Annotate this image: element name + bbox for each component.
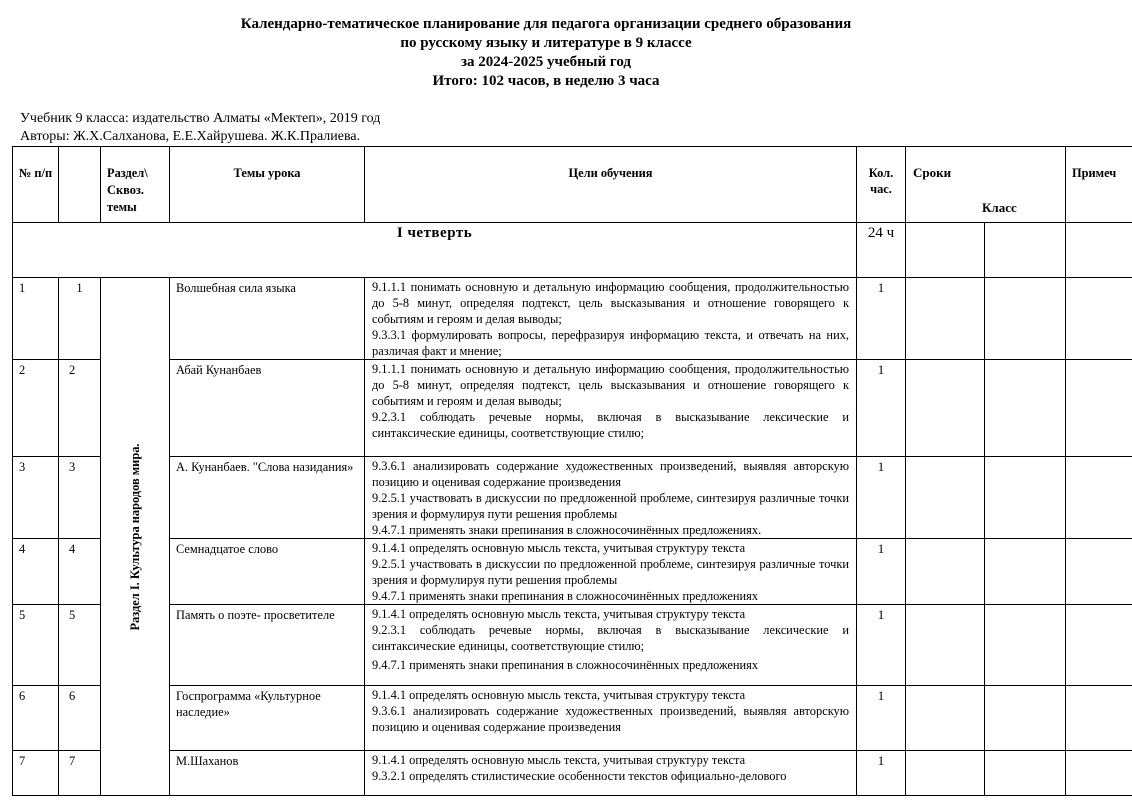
table-row	[13, 751, 1132, 796]
empty-cell	[985, 539, 1066, 605]
header-note: Примеч	[1066, 147, 1132, 223]
goal-item: 9.2.5.1 участвовать в дискуссии по предложенной проблеме, синтезируя различные точки зрения и формулируя пути решения проблемы	[372, 491, 849, 521]
table-row	[13, 539, 1132, 605]
empty-cell	[985, 223, 1066, 278]
row-number: 7	[13, 751, 59, 796]
section-name: Раздел I. Культура народов мира.	[128, 442, 142, 631]
table-row	[13, 360, 1132, 457]
header-row	[13, 147, 1132, 223]
row-topic: М.Шаханов	[170, 751, 365, 796]
goal-item: 9.3.6.1 анализировать содержание художественных произведений, выявляя авторскую позицию и оценивая содержание произведения	[372, 704, 849, 734]
table-row	[13, 605, 1132, 686]
row-topic: Память о поэте- просветителе	[170, 605, 365, 686]
goal-item: 9.4.7.1 применять знаки препинания в сложносочинённых предложениях.	[372, 523, 762, 537]
row-lesson-number: 4	[59, 539, 101, 605]
header-terms	[906, 147, 1066, 223]
empty-cell	[1066, 686, 1132, 751]
empty-cell	[985, 360, 1066, 457]
row-lesson-number: 7	[59, 751, 101, 796]
header-num: № п/п	[13, 147, 59, 223]
goal-item: 9.1.4.1 определять основную мысль текста, учитывая структуру текста	[372, 607, 746, 621]
row-topic: Семнадцатое слово	[170, 539, 365, 605]
empty-cell	[1066, 605, 1132, 686]
row-topic: Госпрограмма «Культурное наследие»	[170, 686, 365, 751]
empty-cell	[1066, 278, 1132, 360]
textbook-line: Учебник 9 класса: издательство Алматы «Мектеп», 2019 год	[20, 111, 381, 126]
empty-cell	[985, 751, 1066, 796]
row-lesson-number: 1	[59, 278, 101, 360]
quarter-row	[13, 223, 1132, 278]
empty-cell	[906, 539, 985, 605]
empty-cell	[906, 605, 985, 686]
row-hours: 1	[857, 605, 906, 686]
table-row	[13, 686, 1132, 751]
document-title	[0, 15, 1092, 91]
goal-item: 9.2.5.1 участвовать в дискуссии по предложенной проблеме, синтезируя различные точки зрения и формулируя пути решения проблемы	[372, 557, 849, 587]
empty-cell	[1066, 360, 1132, 457]
row-number: 6	[13, 686, 59, 751]
row-lesson-number: 6	[59, 686, 101, 751]
goal-item: 9.3.3.1 формулировать вопросы, перефразируя информацию текста, и отвечать на них, различая факт и мнение;	[372, 328, 849, 358]
header-goals: Цели обучения	[365, 147, 857, 223]
row-lesson-number: 5	[59, 605, 101, 686]
goal-item: 9.1.1.1 понимать основную и детальную информацию сообщения, продолжительностью до 5-8 минут, определяя подтекст, цель высказывания и отношение говорящего к событиям и героям и делая выводы;	[372, 280, 849, 326]
table-row	[13, 278, 1132, 360]
header-section: Раздел\ Сквоз. темы	[101, 147, 170, 223]
row-number: 2	[13, 360, 59, 457]
empty-cell	[906, 278, 985, 360]
goal-item: 9.3.6.1 анализировать содержание художественных произведений, выявляя авторскую позицию и оценивая содержание произведения	[372, 459, 849, 489]
row-topic: Волшебная сила языка	[170, 278, 365, 360]
row-topic: Абай Кунанбаев	[170, 360, 365, 457]
empty-cell	[906, 457, 985, 539]
quarter-label: I четверть	[13, 223, 857, 278]
title-line-1: Календарно-тематическое планирование для педагога организации среднего образования	[240, 16, 852, 32]
empty-cell	[985, 605, 1066, 686]
goal-item: 9.4.7.1 применять знаки препинания в сложносочинённых предложениях	[372, 589, 759, 603]
row-hours: 1	[857, 360, 906, 457]
goal-item: 9.4.7.1 применять знаки препинания в сложносочинённых предложениях	[372, 658, 759, 672]
goal-item: 9.1.4.1 определять основную мысль текста, учитывая структуру текста	[372, 541, 746, 555]
title-line-3: за 2024-2025 учебный год	[461, 54, 631, 70]
empty-cell	[985, 686, 1066, 751]
goal-item: 9.3.2.1 определять стилистические особенности текстов официально-делового	[372, 769, 787, 783]
row-hours: 1	[857, 539, 906, 605]
authors-line: Авторы: Ж.Х.Салханова, Е.Е.Хайрушева. Ж.К.Пралиева.	[20, 129, 361, 144]
row-goals	[365, 539, 857, 605]
goal-item: 9.1.1.1 понимать основную и детальную информацию сообщения, продолжительностью до 5-8 минут, определяя подтекст, цель высказывания и отношение говорящего к событиям и героям и делая выводы;	[372, 362, 849, 408]
row-hours: 1	[857, 751, 906, 796]
row-hours: 1	[857, 457, 906, 539]
row-goals	[365, 686, 857, 751]
row-number: 1	[13, 278, 59, 360]
goal-item: 9.2.3.1 соблюдать речевые нормы, включая в высказывание лексические и синтаксические единицы, соответствующие стилю;	[372, 623, 849, 653]
header-class-label: Класс	[982, 200, 1017, 215]
row-number: 4	[13, 539, 59, 605]
empty-cell	[1066, 751, 1132, 796]
header-hours: Кол. час.	[857, 147, 906, 223]
empty-cell	[906, 223, 985, 278]
row-lesson-number: 2	[59, 360, 101, 457]
textbook-info	[20, 110, 380, 146]
row-hours: 1	[857, 278, 906, 360]
goal-item: 9.1.4.1 определять основную мысль текста, учитывая структуру текста	[372, 753, 746, 767]
empty-cell	[906, 751, 985, 796]
row-number: 3	[13, 457, 59, 539]
header-topic: Темы урока	[170, 147, 365, 223]
row-lesson-number: 3	[59, 457, 101, 539]
empty-cell	[906, 360, 985, 457]
row-goals	[365, 605, 857, 686]
quarter-hours: 24 ч	[857, 223, 906, 278]
title-line-4: Итого: 102 часов, в неделю 3 часа	[432, 73, 660, 89]
section-cell	[101, 278, 170, 796]
row-hours: 1	[857, 686, 906, 751]
empty-cell	[1066, 539, 1132, 605]
row-goals	[365, 751, 857, 796]
row-goals	[365, 360, 857, 457]
empty-cell	[1066, 457, 1132, 539]
planning-table	[12, 146, 1132, 796]
goal-item: 9.1.4.1 определять основную мысль текста, учитывая структуру текста	[372, 688, 746, 702]
empty-cell	[906, 686, 985, 751]
empty-cell	[1066, 223, 1132, 278]
header-blank	[59, 147, 101, 223]
table-row	[13, 457, 1132, 539]
row-goals	[365, 278, 857, 360]
goal-item: 9.2.3.1 соблюдать речевые нормы, включая в высказывание лексические и синтаксические единицы, соответствующие стилю;	[372, 410, 849, 440]
title-line-2: по русскому языку и литературе в 9 классе	[400, 35, 692, 51]
empty-cell	[985, 278, 1066, 360]
row-number: 5	[13, 605, 59, 686]
empty-cell	[985, 457, 1066, 539]
header-terms-label: Сроки	[913, 165, 952, 180]
row-topic: А. Кунанбаев. "Слова назидания»	[170, 457, 365, 539]
row-goals	[365, 457, 857, 539]
